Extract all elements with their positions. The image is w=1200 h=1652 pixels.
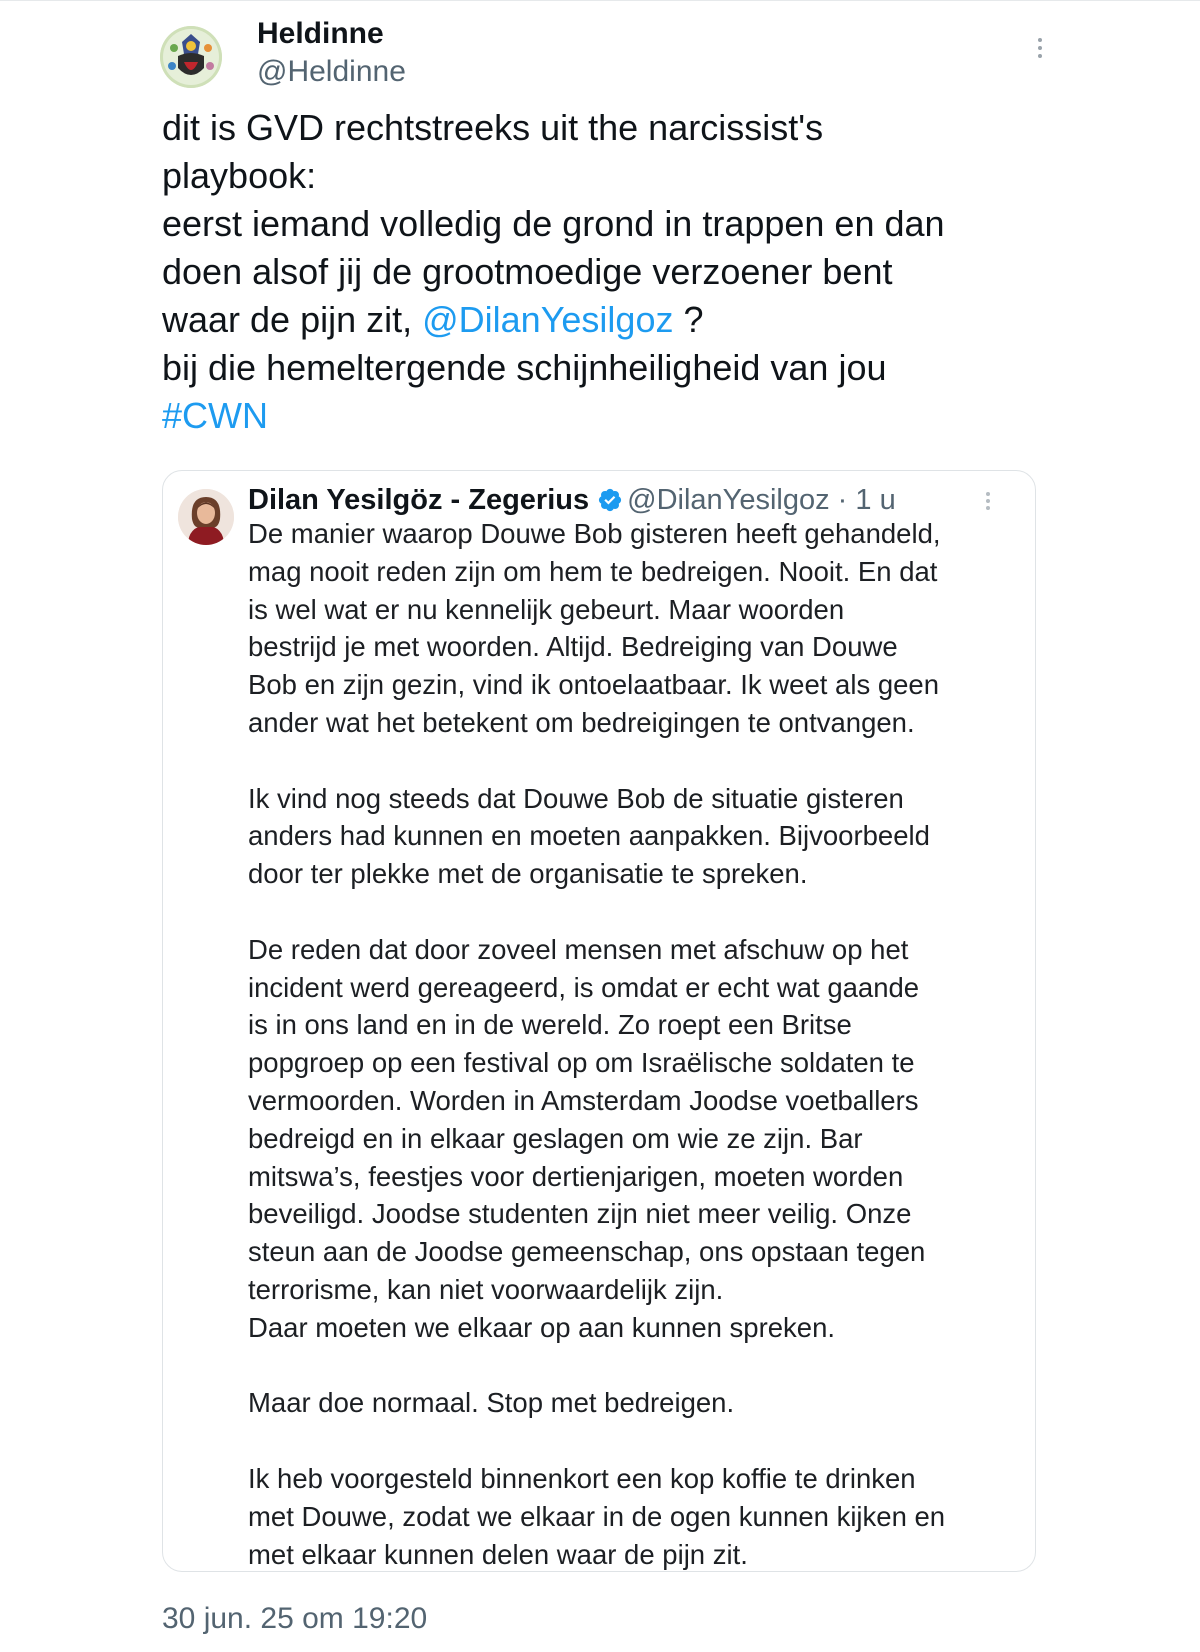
quoted-text-line: steun aan de Joodse gemeenschap, ons opstaan tegen — [248, 1236, 926, 1268]
quoted-text-line: bestrijd je met woorden. Altijd. Bedreiging van Douwe — [248, 631, 898, 663]
paragraph-gap — [248, 1422, 1018, 1460]
quoted-text-line: is in ons land en in de wereld. Zo roept een Britse — [248, 1009, 852, 1041]
tweet-text-line: bij die hemeltergende schijnheiligheid van jou — [162, 347, 887, 388]
quoted-text-line: ander wat het betekent om bedreigingen te ontvangen. — [248, 706, 915, 738]
quoted-text-line: mag nooit reden zijn om hem te bedreigen. Nooit. En dat — [248, 555, 938, 587]
quoted-text-line: De manier waarop Douwe Bob gisteren heeft gehandeld, — [248, 518, 941, 549]
hashtag-link[interactable]: #CWN — [162, 395, 268, 436]
quoted-text-line: vermoorden. Worden in Amsterdam Joodse voetballers — [248, 1084, 919, 1116]
tweet-text-line: doen alsof jij de grootmoedige verzoener bent — [162, 251, 893, 292]
tweet-text-fragment: ? — [673, 299, 704, 340]
quoted-tweet-text — [248, 515, 1018, 1573]
quoted-text-line: incident werd gereageerd, is omdat er echt wat gaande — [248, 971, 920, 1003]
quoted-text-line: anders had kunnen en moeten aanpakken. Bijvoorbeeld — [248, 820, 930, 852]
tweet-timestamp[interactable]: 30 jun. 25 om 19:20 — [162, 1602, 428, 1635]
quoted-text-line: Bob en zijn gezin, vind ik ontoelaatbaar. Ik weet als geen — [248, 669, 940, 701]
author-avatar-image — [160, 26, 222, 88]
verified-badge-icon — [597, 487, 623, 513]
tweet-text-line: dit is GVD rechtstreeks uit the narcissist's — [162, 107, 824, 148]
author-name[interactable]: Heldinne — [257, 17, 384, 50]
quoted-text-line: met elkaar kunnen delen waar de pijn zit. — [248, 1538, 748, 1570]
quoted-text-line: Maar doe normaal. Stop met bedreigen. — [248, 1387, 735, 1419]
quoted-author-avatar[interactable] — [178, 489, 234, 545]
paragraph-gap — [248, 1347, 1018, 1385]
quoted-text-line: De reden dat door zoveel mensen met afschuw op het — [248, 933, 909, 965]
quoted-author-avatar-image — [178, 489, 234, 545]
quoted-text-line: Ik heb voorgesteld binnenkort een kop koffie te drinken — [248, 1462, 916, 1494]
quoted-tweet-time[interactable]: · 1 u — [829, 484, 896, 516]
top-divider — [0, 0, 1200, 1]
paragraph-gap — [248, 742, 1018, 780]
author-avatar[interactable] — [160, 26, 222, 88]
mention-link[interactable]: @DilanYesilgoz — [422, 299, 674, 340]
quoted-text-line: popgroep op een festival op om Israëlische soldaten te — [248, 1047, 915, 1079]
more-options-icon[interactable] — [1030, 38, 1050, 64]
quoted-author-name[interactable]: Dilan Yesilgöz - Zegerius — [248, 484, 590, 516]
quoted-author-handle[interactable]: @DilanYesilgoz — [627, 484, 830, 516]
quoted-text-line: beveiligd. Joodse studenten zijn niet meer veilig. Onze — [248, 1198, 912, 1230]
quoted-text-line: met Douwe, zodat we elkaar in de ogen kunnen kijken en — [248, 1500, 946, 1532]
quoted-text-line: Ik vind nog steeds dat Douwe Bob de situatie gisteren — [248, 782, 904, 814]
author-handle[interactable]: @Heldinne — [257, 55, 406, 88]
quoted-text-line: terrorisme, kan niet voorwaardelijk zijn. — [248, 1273, 724, 1305]
paragraph-gap — [248, 893, 1018, 931]
tweet-text-line — [162, 296, 1042, 344]
tweet-text-fragment: waar de pijn zit, — [162, 299, 423, 340]
tweet-text — [162, 104, 1042, 440]
quoted-text-line: door ter plekke met de organisatie te spreken. — [248, 858, 808, 890]
quoted-text-line: is wel wat er nu kennelijk gebeurt. Maar woorden — [248, 593, 845, 625]
quoted-text-line: mitswa’s, feestjes voor dertienjarigen, moeten worden — [248, 1160, 904, 1192]
tweet-text-line: eerst iemand volledig de grond in trappen en dan — [162, 203, 945, 244]
quoted-tweet-header — [248, 482, 896, 518]
tweet-text-line: playbook: — [162, 155, 317, 196]
quoted-text-line: bedreigd en in elkaar geslagen om wie ze zijn. Bar — [248, 1122, 863, 1154]
quoted-text-line: Daar moeten we elkaar op aan kunnen spreken. — [248, 1311, 836, 1343]
